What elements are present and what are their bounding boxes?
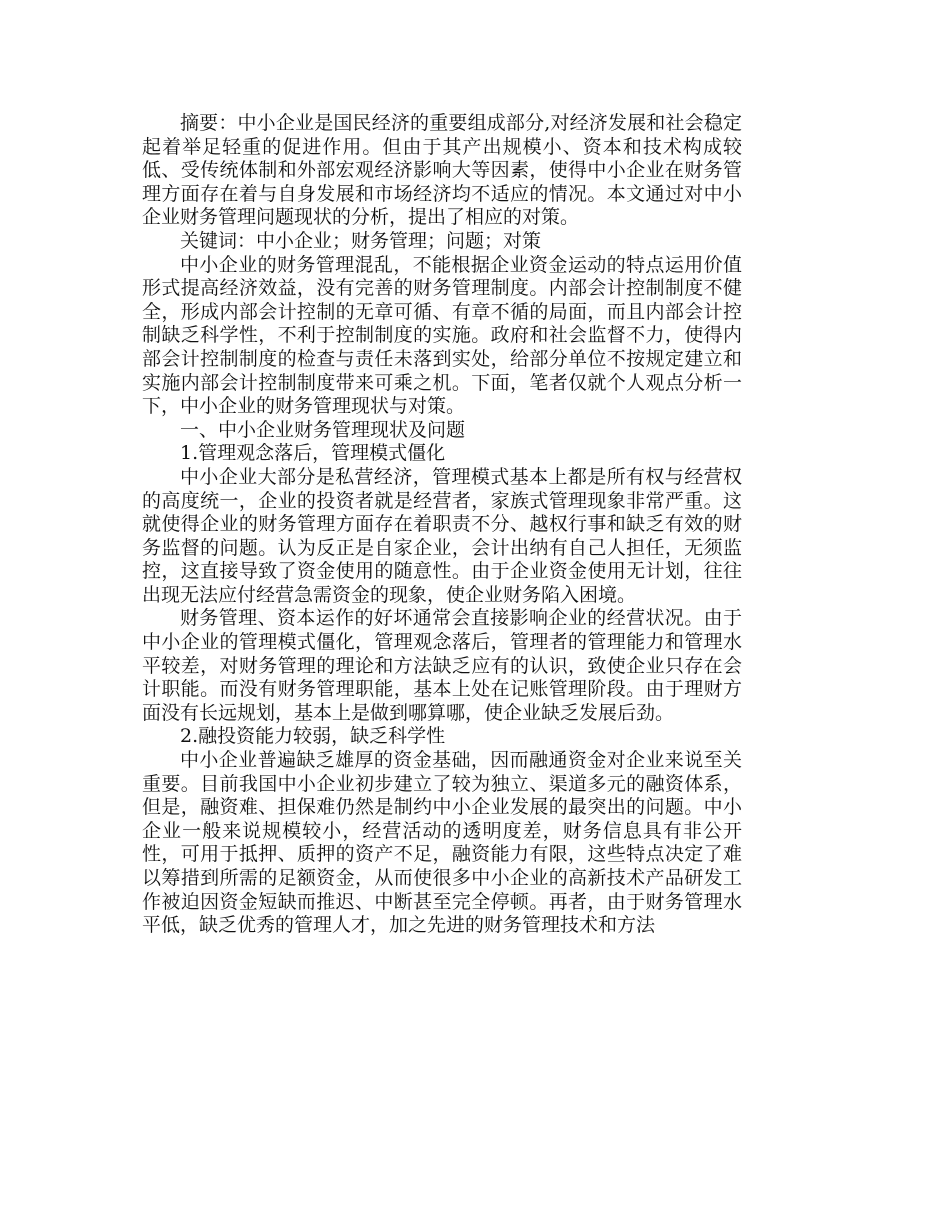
subsection-heading-2: 2.融投资能力较弱，缺乏科学性	[180, 725, 446, 748]
body-paragraph: 财务管理、资本运作的好坏通常会直接影响企业的经营状况。由于中小企业的管理模式僵化，管理观念落后，管理者的管理能力和管理水平较差，对财务管理的理论和方法缺乏应有的认识，致使企业只存在会计职能。而没有财务管理职能，基本上处在记账管理阶段。由于理财方面没有长远规划，基本上是做到哪算哪，使企业缺乏发展后劲。	[142, 607, 742, 724]
section-heading-1: 一、中小企业财务管理现状及问题	[180, 418, 466, 441]
body-paragraph: 中小企业大部分是私营经济，管理模式基本上都是所有权与经营权的高度统一，企业的投资者就是经营者，家族式管理现象非常严重。这就使得企业的财务管理方面存在着职责不分、越权行事和缺乏有效的财务监督的问题。认为反正是自家企业，会计出纳有自己人担任，无须监控，这直接导致了资金使用的随意性。由于企业资金使用无计划，往往出现无法应付经营急需资金的现象，使企业财务陷入困境。	[142, 465, 742, 606]
keywords-paragraph: 关键词：中小企业；财务管理；问题；对策	[180, 229, 542, 252]
subsection-heading-1: 1.管理观念落后，管理模式僵化	[180, 442, 446, 465]
body-paragraph: 中小企业普遍缺乏雄厚的资金基础，因而融通资金对企业来说至关重要。目前我国中小企业初步建立了较为独立、渠道多元的融资体系，但是，融资难、担保难仍然是制约中小企业发展的最突出的问题。中小企业一般来说规模较小，经营活动的透明度差，财务信息具有非公开性，可用于抵押、质押的资产不足，融资能力有限，这些特点决定了难以筹措到所需的足额资金，从而使很多中小企业的高新技术产品研发工作被迫因资金短缺而推迟、中断甚至完全停顿。再者，由于财务管理水平低，缺乏优秀的管理人才，加之先进的财务管理技术和方法	[142, 749, 742, 937]
intro-paragraph: 中小企业的财务管理混乱，不能根据企业资金运动的特点运用价值形式提高经济效益，没有完善的财务管理制度。内部会计控制制度不健全，形成内部会计控制的无章可循、有章不循的局面，而且内部会计控制缺乏科学性，不利于控制制度的实施。政府和社会监督不力，使得内部会计控制制度的检查与责任未落到实处，给部分单位不按规定建立和实施内部会计控制制度带来可乘之机。下面，笔者仅就个人观点分析一下，中小企业的财务管理现状与对策。	[142, 253, 742, 418]
document-page	[142, 112, 742, 938]
abstract-paragraph: 摘要：中小企业是国民经济的重要组成部分,对经济发展和社会稳定起着举足轻重的促进作用。但由于其产出规模小、资本和技术构成较低、受传统体制和外部宏观经济影响大等因素，使得中小企业在财务管理方面存在着与自身发展和市场经济均不适应的情况。本文通过对中小企业财务管理问题现状的分析，提出了相应的对策。	[142, 112, 742, 229]
